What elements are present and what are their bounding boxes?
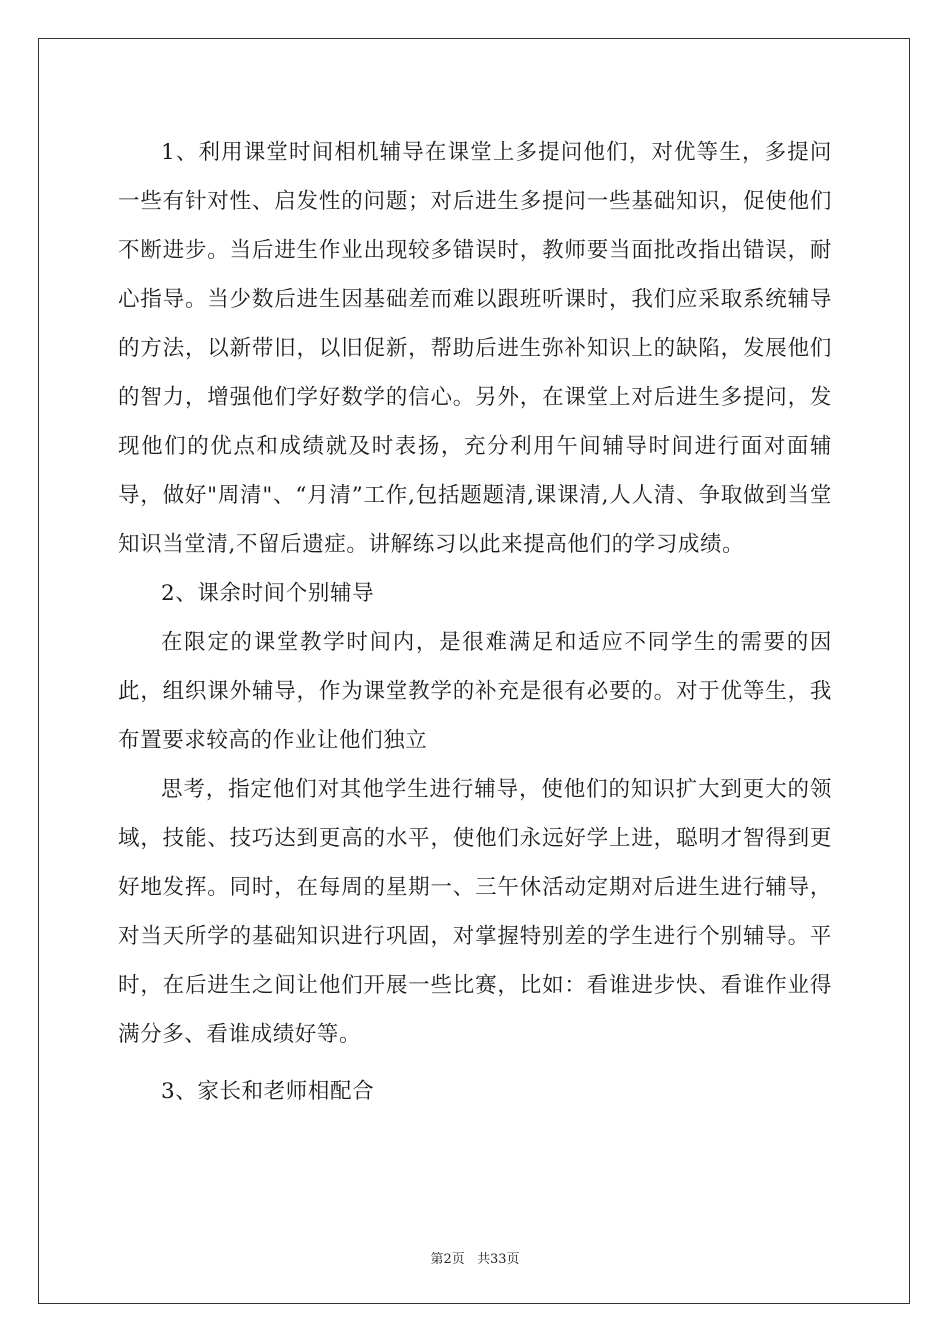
page-number: 第2页 — [430, 1252, 465, 1267]
page-total: 共33页 — [476, 1252, 520, 1267]
paragraph-1: 1、利用课堂时间相机辅导在课堂上多提问他们，对优等生，多提问一些有针对性、启发性的问题；对后进生多提问一些基础知识，促使他们不断进步。当后进生作业出现较多错误时，教师要当面批改指出错误，耐心指导。当少数后进生因基础差而难以跟班听课时，我们应采取系统辅导的方法，以新带旧，以旧促新，帮助后进生弥补知识上的缺陷，发展他们的智力，增强他们学好数学的信心。另外，在课堂上对后进生多提问，发现他们的优点和成绩就及时表扬，充分利用午间辅导时间进行面对面辅导，做好"周清"、“月清”工作,包括题题清,课课清,人人清、争取做到当堂知识当堂清,不留后遗症。讲解练习以此来提高他们的学习成绩。 — [118, 140, 832, 557]
document-body — [118, 128, 832, 1116]
paragraph-3: 思考，指定他们对其他学生进行辅导，使他们的知识扩大到更大的领域，技能、技巧达到更高的水平，使他们永远好学上进，聪明才智得到更好地发挥。同时，在每周的星期一、三午休活动定期对后进生进行辅导，对当天所学的基础知识进行巩固，对掌握特别差的学生进行个别辅导。平时，在后进生之间让他们开展一些比赛，比如：看谁进步快、看谁作业得满分多、看谁成绩好等。 — [118, 777, 832, 1047]
paragraph-2: 在限定的课堂教学时间内，是很难满足和适应不同学生的需要的因此，组织课外辅导，作为课堂教学的补充是很有必要的。对于优等生，我布置要求较高的作业让他们独立 — [118, 630, 832, 753]
page-footer — [0, 1248, 950, 1267]
section-heading-2: 2、课余时间个别辅导 — [161, 581, 375, 606]
section-heading-3: 3、家长和老师相配合 — [161, 1079, 375, 1104]
